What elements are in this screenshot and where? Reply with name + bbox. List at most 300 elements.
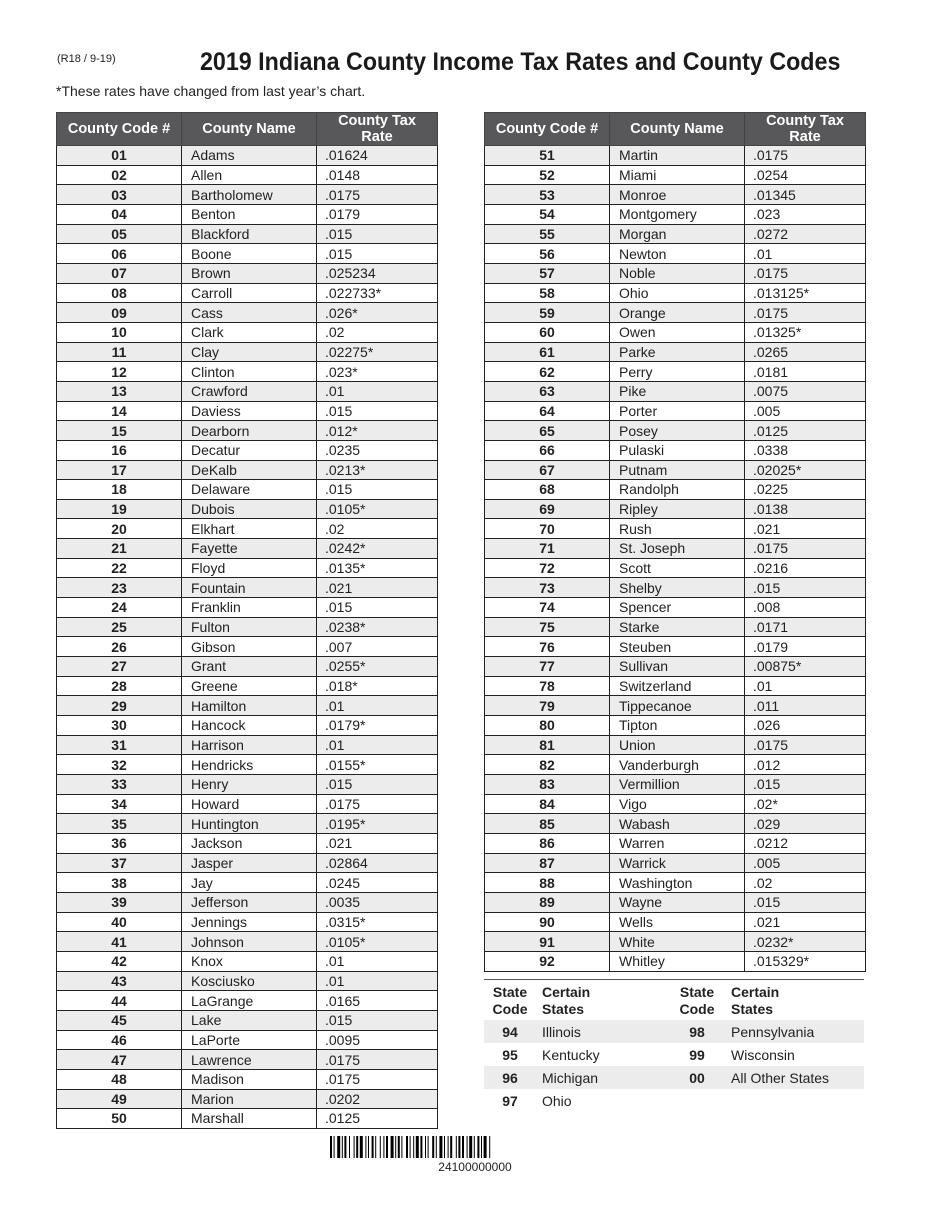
county-row xyxy=(485,381,866,401)
county-tax-rate-cell: .01624 xyxy=(317,146,438,166)
county-code-cell: 88 xyxy=(485,873,610,893)
county-row xyxy=(57,224,438,244)
county-row xyxy=(57,676,438,696)
county-tax-rate-cell: .0105* xyxy=(317,932,438,952)
county-code-cell: 91 xyxy=(485,932,610,952)
county-name-cell: Clinton xyxy=(182,362,317,382)
state-row xyxy=(484,1020,864,1043)
county-row xyxy=(485,283,866,303)
county-name-cell: Allen xyxy=(182,165,317,185)
county-code-cell: 85 xyxy=(485,814,610,834)
county-code-cell: 40 xyxy=(57,912,182,932)
county-row xyxy=(57,735,438,755)
form-id: (R18 / 9-19) xyxy=(57,53,116,65)
county-name-cell: Daviess xyxy=(182,401,317,421)
county-code-cell: 90 xyxy=(485,912,610,932)
column-header-county-code: County Code # xyxy=(57,113,182,146)
county-row xyxy=(485,440,866,460)
county-name-cell: LaPorte xyxy=(182,1030,317,1050)
county-row xyxy=(57,617,438,637)
county-tax-rate-cell: .015 xyxy=(317,480,438,500)
county-code-cell: 71 xyxy=(485,539,610,559)
county-name-cell: Greene xyxy=(182,676,317,696)
county-name-cell: Decatur xyxy=(182,440,317,460)
county-code-cell: 59 xyxy=(485,303,610,323)
county-code-cell: 57 xyxy=(485,263,610,283)
county-tax-rate-cell: .0175 xyxy=(745,303,866,323)
county-name-cell: Hendricks xyxy=(182,755,317,775)
county-tax-rate-cell: .0105* xyxy=(317,499,438,519)
county-table-right xyxy=(484,112,866,972)
county-name-cell: Owen xyxy=(610,322,745,342)
county-row xyxy=(485,342,866,362)
county-row xyxy=(485,224,866,244)
county-code-cell: 76 xyxy=(485,637,610,657)
county-name-cell: Howard xyxy=(182,794,317,814)
county-row xyxy=(57,1050,438,1070)
county-row xyxy=(57,558,438,578)
county-code-cell: 35 xyxy=(57,814,182,834)
county-code-cell: 38 xyxy=(57,873,182,893)
county-name-cell: Whitley xyxy=(610,951,745,971)
county-row xyxy=(57,853,438,873)
county-row xyxy=(57,499,438,519)
county-name-cell: Wabash xyxy=(610,814,745,834)
county-code-cell: 65 xyxy=(485,421,610,441)
county-code-cell: 08 xyxy=(57,283,182,303)
county-code-cell: 50 xyxy=(57,1109,182,1129)
county-row xyxy=(57,519,438,539)
county-name-cell: Perry xyxy=(610,362,745,382)
county-name-cell: Jay xyxy=(182,873,317,893)
county-row xyxy=(57,185,438,205)
county-tax-rate-cell: .0175 xyxy=(317,1050,438,1070)
certain-states-header-line2: States xyxy=(731,1001,774,1017)
county-name-cell: Porter xyxy=(610,401,745,421)
county-code-cell: 10 xyxy=(57,322,182,342)
county-code-cell: 05 xyxy=(57,224,182,244)
county-code-cell: 92 xyxy=(485,951,610,971)
county-row xyxy=(57,991,438,1011)
county-table-left-body xyxy=(57,146,438,1129)
county-name-cell: Putnam xyxy=(610,460,745,480)
county-tax-rate-cell: .021 xyxy=(745,519,866,539)
county-tax-rate-cell: .005 xyxy=(745,853,866,873)
county-row xyxy=(485,244,866,264)
county-code-cell: 26 xyxy=(57,637,182,657)
county-code-cell: 25 xyxy=(57,617,182,637)
county-tax-rate-cell: .0181 xyxy=(745,362,866,382)
county-name-cell: Franklin xyxy=(182,598,317,618)
county-tax-rate-cell: .01 xyxy=(317,971,438,991)
county-name-cell: St. Joseph xyxy=(610,539,745,559)
county-name-cell: Vermillion xyxy=(610,775,745,795)
county-tax-rate-cell: .0179 xyxy=(745,637,866,657)
state-code-cell: 99 xyxy=(689,1046,705,1063)
county-code-cell: 72 xyxy=(485,558,610,578)
county-name-cell: Vanderburgh xyxy=(610,755,745,775)
county-name-cell: Morgan xyxy=(610,224,745,244)
county-code-cell: 22 xyxy=(57,558,182,578)
county-row xyxy=(485,637,866,657)
county-tax-rate-cell: .029 xyxy=(745,814,866,834)
county-tax-rate-cell: .0175 xyxy=(745,146,866,166)
county-row xyxy=(485,912,866,932)
certain-states-header xyxy=(725,980,864,1021)
county-name-cell: Henry xyxy=(182,775,317,795)
county-row xyxy=(485,480,866,500)
county-name-cell: Miami xyxy=(610,165,745,185)
county-name-cell: Fayette xyxy=(182,539,317,559)
county-code-cell: 51 xyxy=(485,146,610,166)
county-tax-rate-cell: .0195* xyxy=(317,814,438,834)
county-tax-rate-cell: .0171 xyxy=(745,617,866,637)
county-name-cell: Gibson xyxy=(182,637,317,657)
county-tax-rate-cell: .015 xyxy=(317,775,438,795)
county-name-cell: Clark xyxy=(182,322,317,342)
county-tax-rate-cell: .0125 xyxy=(317,1109,438,1129)
state-code-header xyxy=(669,980,725,1021)
county-row xyxy=(485,892,866,912)
county-code-cell: 61 xyxy=(485,342,610,362)
county-name-cell: Huntington xyxy=(182,814,317,834)
county-row xyxy=(57,165,438,185)
county-row xyxy=(57,892,438,912)
state-code-header-line2: Code xyxy=(679,1001,715,1017)
page-title: 2019 Indiana County Income Tax Rates and County Codes xyxy=(200,48,841,76)
county-code-cell: 37 xyxy=(57,853,182,873)
county-row xyxy=(57,244,438,264)
county-tax-rate-cell: .0242* xyxy=(317,539,438,559)
county-tax-rate-cell: .0035 xyxy=(317,892,438,912)
county-tax-rate-cell: .0075 xyxy=(745,381,866,401)
county-row xyxy=(57,657,438,677)
county-code-cell: 52 xyxy=(485,165,610,185)
county-name-cell: Parke xyxy=(610,342,745,362)
county-tax-rate-cell: .0225 xyxy=(745,480,866,500)
county-name-cell: Jefferson xyxy=(182,892,317,912)
county-name-cell: Pike xyxy=(610,381,745,401)
county-code-cell: 49 xyxy=(57,1089,182,1109)
county-name-cell: Jennings xyxy=(182,912,317,932)
county-tax-rate-cell: .015 xyxy=(745,578,866,598)
certain-states-header xyxy=(536,980,669,1021)
county-code-cell: 31 xyxy=(57,735,182,755)
county-row xyxy=(57,833,438,853)
county-row xyxy=(485,716,866,736)
county-code-cell: 80 xyxy=(485,716,610,736)
county-code-cell: 06 xyxy=(57,244,182,264)
county-tax-rate-cell: .015 xyxy=(317,598,438,618)
county-tax-rate-cell: .0175 xyxy=(745,263,866,283)
county-name-cell: Warren xyxy=(610,833,745,853)
county-tax-rate-cell: .0255* xyxy=(317,657,438,677)
state-name-cell: All Other States xyxy=(725,1066,864,1089)
state-name-cell: Wisconsin xyxy=(731,1046,795,1063)
county-row xyxy=(57,873,438,893)
county-row xyxy=(57,322,438,342)
county-tax-rate-cell: .01 xyxy=(317,381,438,401)
county-tax-rate-cell: .013125* xyxy=(745,283,866,303)
county-code-cell: 47 xyxy=(57,1050,182,1070)
county-name-cell: Martin xyxy=(610,146,745,166)
county-row xyxy=(57,421,438,441)
county-name-cell: Madison xyxy=(182,1069,317,1089)
county-code-cell: 23 xyxy=(57,578,182,598)
county-code-cell: 32 xyxy=(57,755,182,775)
county-name-cell: Ohio xyxy=(610,283,745,303)
county-tax-rate-cell: .015 xyxy=(317,224,438,244)
county-code-cell: 34 xyxy=(57,794,182,814)
county-row xyxy=(485,204,866,224)
county-code-cell: 16 xyxy=(57,440,182,460)
county-row xyxy=(485,833,866,853)
county-tax-rate-cell: .0179* xyxy=(317,716,438,736)
county-tax-rate-cell: .02 xyxy=(745,873,866,893)
county-tax-rate-cell: .0175 xyxy=(317,794,438,814)
county-code-cell: 75 xyxy=(485,617,610,637)
county-tax-rate-cell: .015 xyxy=(317,1010,438,1030)
county-row xyxy=(485,558,866,578)
state-codes-table xyxy=(484,979,864,1112)
county-row xyxy=(57,1010,438,1030)
county-row xyxy=(57,263,438,283)
county-tax-rate-cell: .012 xyxy=(745,755,866,775)
county-row xyxy=(57,598,438,618)
county-tax-rate-cell: .0212 xyxy=(745,833,866,853)
county-name-cell: Lake xyxy=(182,1010,317,1030)
county-tax-rate-cell: .02 xyxy=(317,322,438,342)
county-code-cell: 41 xyxy=(57,932,182,952)
county-name-cell: Wells xyxy=(610,912,745,932)
county-tax-rate-cell: .0155* xyxy=(317,755,438,775)
county-name-cell: Noble xyxy=(610,263,745,283)
county-code-cell: 02 xyxy=(57,165,182,185)
county-tax-rate-cell: .0148 xyxy=(317,165,438,185)
column-header-county-name: County Name xyxy=(610,113,745,146)
county-tax-rate-cell: .02275* xyxy=(317,342,438,362)
county-row xyxy=(485,794,866,814)
county-code-cell: 42 xyxy=(57,951,182,971)
county-name-cell: Randolph xyxy=(610,480,745,500)
county-tax-rate-cell: .026 xyxy=(745,716,866,736)
state-name-cell: Ohio xyxy=(542,1092,572,1109)
county-row xyxy=(57,146,438,166)
county-name-cell: Warrick xyxy=(610,853,745,873)
column-header-county-tax-rate: County Tax Rate xyxy=(317,113,438,146)
county-name-cell: Posey xyxy=(610,421,745,441)
county-tax-rate-cell: .0238* xyxy=(317,617,438,637)
county-tax-rate-cell: .0095 xyxy=(317,1030,438,1050)
county-tax-rate-cell: .0179 xyxy=(317,204,438,224)
county-row xyxy=(485,617,866,637)
county-row xyxy=(485,263,866,283)
county-tax-rate-cell: .025234 xyxy=(317,263,438,283)
county-row xyxy=(485,676,866,696)
county-row xyxy=(57,362,438,382)
county-code-cell: 33 xyxy=(57,775,182,795)
barcode xyxy=(330,1136,620,1158)
state-code-cell: 95 xyxy=(502,1046,518,1063)
county-name-cell: White xyxy=(610,932,745,952)
county-code-cell: 01 xyxy=(57,146,182,166)
state-codes-body xyxy=(484,1020,864,1112)
county-name-cell: Knox xyxy=(182,951,317,971)
county-code-cell: 79 xyxy=(485,696,610,716)
county-row xyxy=(485,814,866,834)
county-code-cell: 19 xyxy=(57,499,182,519)
barcode-number: 24100000000 xyxy=(438,1160,512,1174)
county-tax-rate-cell: .0338 xyxy=(745,440,866,460)
county-code-cell: 81 xyxy=(485,735,610,755)
county-tax-rate-cell: .0175 xyxy=(745,735,866,755)
county-code-cell: 43 xyxy=(57,971,182,991)
county-code-cell: 20 xyxy=(57,519,182,539)
county-name-cell: Wayne xyxy=(610,892,745,912)
county-row xyxy=(485,499,866,519)
county-tax-rate-cell: .0232* xyxy=(745,932,866,952)
county-code-cell: 66 xyxy=(485,440,610,460)
county-tax-rate-cell: .023* xyxy=(317,362,438,382)
certain-states-header-line1: Certain xyxy=(542,984,591,1000)
county-code-cell: 27 xyxy=(57,657,182,677)
county-tax-rate-cell: .0165 xyxy=(317,991,438,1011)
county-name-cell: Spencer xyxy=(610,598,745,618)
county-tax-rate-cell: .02* xyxy=(745,794,866,814)
column-header-county-code: County Code # xyxy=(485,113,610,146)
county-code-cell: 11 xyxy=(57,342,182,362)
county-name-cell: LaGrange xyxy=(182,991,317,1011)
county-tax-rate-cell: .011 xyxy=(745,696,866,716)
county-tax-rate-cell: .021 xyxy=(317,578,438,598)
county-code-cell: 12 xyxy=(57,362,182,382)
county-row xyxy=(57,1109,438,1129)
county-code-cell: 83 xyxy=(485,775,610,795)
state-code-cell: 94 xyxy=(484,1020,536,1043)
county-name-cell: Hancock xyxy=(182,716,317,736)
county-name-cell: Clay xyxy=(182,342,317,362)
county-tax-rate-cell: .0315* xyxy=(317,912,438,932)
county-name-cell: Jackson xyxy=(182,833,317,853)
county-tax-rate-cell: .01345 xyxy=(745,185,866,205)
county-tax-rate-cell: .0202 xyxy=(317,1089,438,1109)
county-tax-rate-cell: .01 xyxy=(317,735,438,755)
county-tax-rate-cell: .01325* xyxy=(745,322,866,342)
county-code-cell: 28 xyxy=(57,676,182,696)
county-code-cell: 70 xyxy=(485,519,610,539)
county-row xyxy=(57,480,438,500)
state-name-cell: Pennsylvania xyxy=(725,1020,864,1043)
state-code-header-line1: State xyxy=(679,984,715,1000)
county-row xyxy=(485,421,866,441)
county-code-cell: 68 xyxy=(485,480,610,500)
county-row xyxy=(485,755,866,775)
state-row xyxy=(484,1089,864,1112)
county-tax-rate-cell: .0175 xyxy=(317,185,438,205)
state-row xyxy=(484,1043,864,1066)
county-code-cell: 53 xyxy=(485,185,610,205)
county-name-cell: DeKalb xyxy=(182,460,317,480)
county-row xyxy=(57,342,438,362)
county-tax-rate-cell: .0213* xyxy=(317,460,438,480)
county-tax-rate-cell: .0125 xyxy=(745,421,866,441)
county-code-cell: 86 xyxy=(485,833,610,853)
county-name-cell: Jasper xyxy=(182,853,317,873)
county-row xyxy=(57,951,438,971)
county-name-cell: Harrison xyxy=(182,735,317,755)
county-code-cell: 04 xyxy=(57,204,182,224)
county-code-cell: 44 xyxy=(57,991,182,1011)
county-name-cell: Monroe xyxy=(610,185,745,205)
county-tax-rate-cell: .01 xyxy=(317,951,438,971)
county-code-cell: 39 xyxy=(57,892,182,912)
county-code-cell: 30 xyxy=(57,716,182,736)
county-tax-rate-cell: .0175 xyxy=(317,1069,438,1089)
county-row xyxy=(485,303,866,323)
county-row xyxy=(57,775,438,795)
county-tax-rate-cell: .021 xyxy=(317,833,438,853)
county-row xyxy=(485,362,866,382)
county-row xyxy=(57,440,438,460)
county-tax-rate-cell: .0254 xyxy=(745,165,866,185)
county-code-cell: 58 xyxy=(485,283,610,303)
county-row xyxy=(57,460,438,480)
state-code-header-line1: State xyxy=(492,984,528,1000)
county-row xyxy=(485,735,866,755)
county-name-cell: Adams xyxy=(182,146,317,166)
county-name-cell: Johnson xyxy=(182,932,317,952)
county-code-cell: 87 xyxy=(485,853,610,873)
county-name-cell: Elkhart xyxy=(182,519,317,539)
county-tax-rate-cell: .005 xyxy=(745,401,866,421)
county-code-cell: 18 xyxy=(57,480,182,500)
county-tax-rate-cell: .0265 xyxy=(745,342,866,362)
county-tax-rate-cell: .02 xyxy=(317,519,438,539)
county-row xyxy=(57,755,438,775)
county-code-cell: 73 xyxy=(485,578,610,598)
county-name-cell: Starke xyxy=(610,617,745,637)
county-code-cell: 89 xyxy=(485,892,610,912)
county-code-cell: 64 xyxy=(485,401,610,421)
county-name-cell: Tippecanoe xyxy=(610,696,745,716)
county-row xyxy=(485,873,866,893)
county-name-cell: Hamilton xyxy=(182,696,317,716)
county-code-cell: 54 xyxy=(485,204,610,224)
county-row xyxy=(57,381,438,401)
county-code-cell: 62 xyxy=(485,362,610,382)
county-code-cell: 74 xyxy=(485,598,610,618)
county-tax-rate-cell: .0272 xyxy=(745,224,866,244)
county-row xyxy=(485,853,866,873)
county-code-cell: 46 xyxy=(57,1030,182,1050)
state-code-header-line2: Code xyxy=(492,1001,528,1017)
county-table-right-body xyxy=(485,146,866,972)
county-tax-rate-cell: .015 xyxy=(745,892,866,912)
county-code-cell: 36 xyxy=(57,833,182,853)
county-tax-rate-cell: .02864 xyxy=(317,853,438,873)
county-tax-rate-cell: .015 xyxy=(317,244,438,264)
county-name-cell: Grant xyxy=(182,657,317,677)
county-row xyxy=(485,146,866,166)
county-row xyxy=(485,185,866,205)
county-tax-rate-cell: .02025* xyxy=(745,460,866,480)
county-name-cell: Marshall xyxy=(182,1109,317,1129)
certain-states-header-line1: Certain xyxy=(731,984,780,1000)
county-name-cell: Floyd xyxy=(182,558,317,578)
county-tax-rate-cell: .012* xyxy=(317,421,438,441)
county-tax-rate-cell: .0216 xyxy=(745,558,866,578)
county-code-cell: 82 xyxy=(485,755,610,775)
